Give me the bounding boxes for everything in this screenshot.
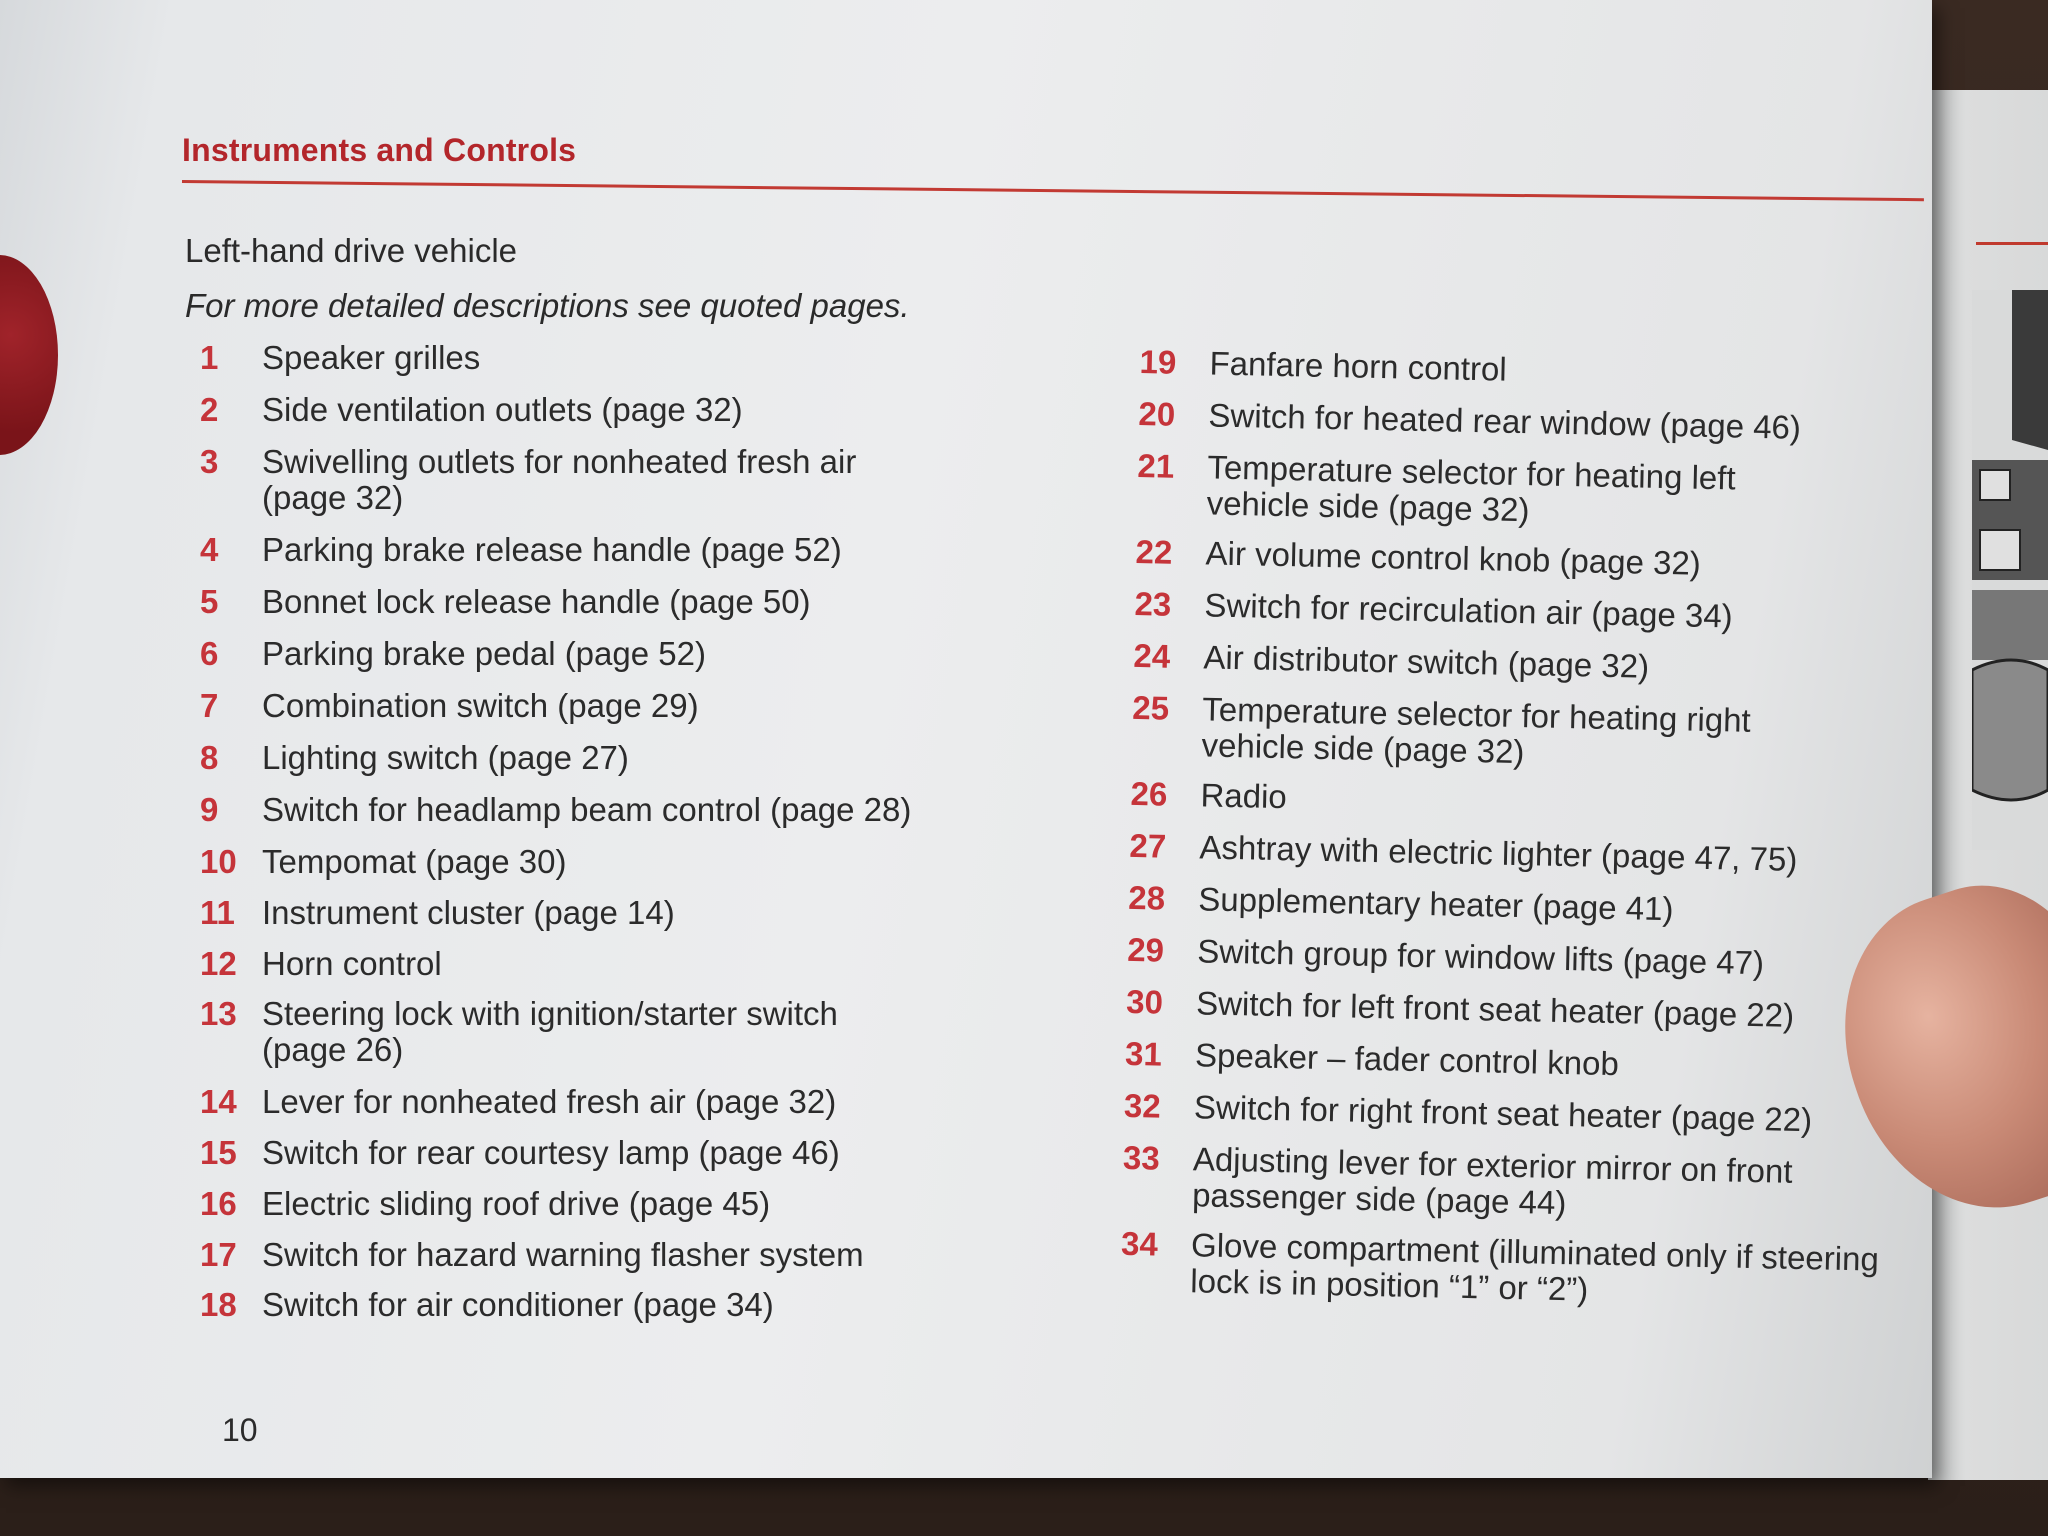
item-text: Adjusting lever for exterior mirror on front passenger side (page 44) xyxy=(1191,1140,1793,1222)
item-number: 6 xyxy=(200,635,219,672)
item-number: 4 xyxy=(200,531,219,568)
reference-note: For more detailed descriptions see quoted pages. xyxy=(185,287,910,324)
list-item xyxy=(1128,880,1674,927)
list-item xyxy=(200,688,699,724)
section-header: Instruments and Controls xyxy=(182,132,577,168)
item-text: Bonnet lock release handle (page 50) xyxy=(262,583,811,620)
list-item xyxy=(200,844,567,880)
item-number: 21 xyxy=(1137,446,1175,485)
list-item xyxy=(200,996,838,1068)
list-item xyxy=(1120,1226,1879,1314)
item-number: 33 xyxy=(1122,1138,1161,1177)
item-number: 30 xyxy=(1125,982,1164,1021)
item-text: Speaker grilles xyxy=(262,339,481,376)
item-number: 9 xyxy=(200,791,219,828)
item-text: Switch for right front seat heater (page 22) xyxy=(1193,1088,1813,1139)
list-item xyxy=(1125,1036,1619,1082)
list-item xyxy=(1138,396,1801,446)
list-item xyxy=(200,444,856,516)
list-item xyxy=(200,740,629,776)
list-item xyxy=(200,946,442,982)
item-number: 27 xyxy=(1129,826,1167,865)
list-item xyxy=(1130,776,1287,815)
item-text: Switch group for window lifts (page 47) xyxy=(1196,932,1765,982)
item-number: 25 xyxy=(1132,688,1170,727)
item-text: Electric sliding roof drive (page 45) xyxy=(262,1185,771,1222)
item-text: Switch for recirculation air (page 34) xyxy=(1204,586,1734,635)
item-text: Air distributor switch (page 32) xyxy=(1203,638,1650,685)
item-number: 16 xyxy=(200,1185,237,1222)
list-item xyxy=(200,1287,774,1323)
list-item xyxy=(1135,534,1701,582)
list-item xyxy=(200,636,706,672)
item-number: 18 xyxy=(200,1286,237,1323)
list-item xyxy=(200,1135,840,1171)
item-text: Combination switch (page 29) xyxy=(262,687,699,724)
item-number: 1 xyxy=(200,339,219,376)
list-item xyxy=(1124,1088,1813,1138)
item-text: Switch for air conditioner (page 34) xyxy=(262,1286,774,1323)
header-rule xyxy=(182,180,1924,201)
item-text: Supplementary heater (page 41) xyxy=(1198,880,1674,928)
item-text: Switch for left front seat heater (page 22) xyxy=(1195,984,1795,1034)
item-number: 14 xyxy=(200,1083,237,1120)
item-number: 19 xyxy=(1139,343,1177,381)
list-item xyxy=(1129,828,1798,878)
list-item xyxy=(1136,448,1736,533)
list-item xyxy=(200,792,911,828)
item-text: Temperature selector for heating left vehicle side (page 32) xyxy=(1206,448,1736,529)
item-text: Lever for nonheated fresh air (page 32) xyxy=(262,1083,837,1120)
list-item xyxy=(1122,1140,1793,1226)
item-number: 10 xyxy=(200,843,237,880)
item-number: 32 xyxy=(1123,1086,1162,1125)
list-item xyxy=(200,584,811,620)
facing-page-rule xyxy=(1976,242,2048,245)
item-number: 28 xyxy=(1128,878,1166,917)
list-item xyxy=(200,392,743,428)
item-text: Temperature selector for heating right vehicle side (page 32) xyxy=(1201,690,1752,771)
list-item xyxy=(200,1237,864,1273)
item-text: Parking brake release handle (page 52) xyxy=(262,531,842,568)
item-number: 12 xyxy=(200,945,237,982)
item-text: Speaker – fader control knob xyxy=(1194,1036,1620,1083)
item-number: 3 xyxy=(200,443,219,480)
list-item xyxy=(1127,932,1764,981)
list-item xyxy=(1126,984,1795,1034)
item-text: Switch for rear courtesy lamp (page 46) xyxy=(262,1134,840,1171)
item-text: Swivelling outlets for nonheated fresh air (page 32) xyxy=(262,443,857,516)
item-number: 20 xyxy=(1138,394,1176,433)
item-text: Radio xyxy=(1200,776,1288,816)
item-text: Parking brake pedal (page 52) xyxy=(262,635,706,672)
item-number: 17 xyxy=(200,1236,237,1273)
list-item xyxy=(1134,586,1733,635)
item-number: 34 xyxy=(1120,1224,1159,1263)
item-text: Fanfare horn control xyxy=(1209,344,1508,388)
section-thumb-tab xyxy=(0,255,58,455)
item-text: Horn control xyxy=(262,945,442,982)
list-item xyxy=(200,532,842,568)
item-number: 29 xyxy=(1126,930,1165,969)
page-number: 10 xyxy=(222,1412,258,1448)
item-number: 2 xyxy=(200,391,219,428)
item-text: Tempomat (page 30) xyxy=(262,843,567,880)
item-text: Switch for heated rear window (page 46) xyxy=(1208,396,1802,446)
item-number: 26 xyxy=(1130,774,1168,813)
item-text: Side ventilation outlets (page 32) xyxy=(262,391,743,428)
item-text: Switch for hazard warning flasher system xyxy=(262,1236,864,1273)
item-number: 22 xyxy=(1135,532,1173,571)
item-number: 5 xyxy=(200,583,219,620)
item-text: Lighting switch (page 27) xyxy=(262,739,629,776)
list-item xyxy=(200,340,480,376)
item-number: 11 xyxy=(200,894,235,931)
list-item xyxy=(200,895,675,931)
item-text: Switch for headlamp beam control (page 28) xyxy=(262,791,912,828)
item-number: 23 xyxy=(1134,584,1172,623)
item-text: Ashtray with electric lighter (page 47, 75) xyxy=(1199,828,1798,878)
list-item xyxy=(200,1084,836,1120)
item-number: 8 xyxy=(200,739,219,776)
list-item xyxy=(1139,344,1507,388)
item-text: Instrument cluster (page 14) xyxy=(262,894,675,931)
subtitle: Left-hand drive vehicle xyxy=(185,232,518,269)
item-number: 7 xyxy=(200,687,219,724)
item-text: Air volume control knob (page 32) xyxy=(1205,534,1702,582)
item-number: 24 xyxy=(1133,636,1171,675)
dashboard-illustration-fragment xyxy=(1972,290,2048,850)
item-number: 13 xyxy=(200,995,237,1032)
list-item xyxy=(1133,638,1649,685)
item-number: 15 xyxy=(200,1134,237,1171)
item-text: Glove compartment (illuminated only if steering lock is in position “1” or “2”) xyxy=(1190,1226,1880,1308)
list-item xyxy=(200,1186,770,1222)
controls-list-right xyxy=(1120,343,1930,1308)
list-item xyxy=(1131,690,1751,775)
item-number: 31 xyxy=(1124,1034,1163,1073)
item-text: Steering lock with ignition/starter switch (page 26) xyxy=(262,995,838,1068)
